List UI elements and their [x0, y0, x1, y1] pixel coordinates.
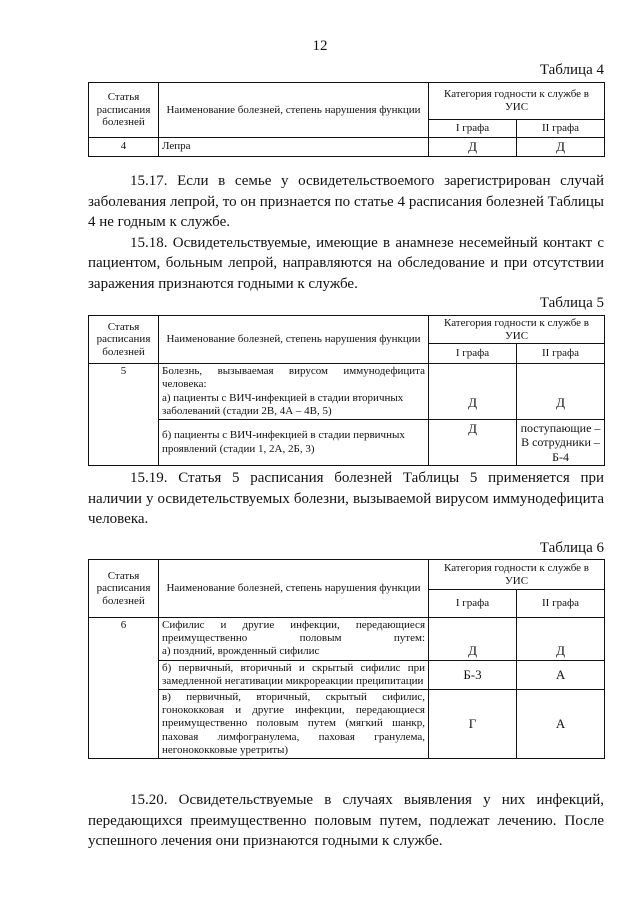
- header-category: Категория годности к службе в УИС: [429, 560, 605, 590]
- col2-cell: Д: [517, 138, 605, 157]
- paragraph-15-17: 15.17. Если в семье у освидетельствоемого зарегистрирован случай заболевания лепрой, то он признается по статье 4 расписания болезней Таблицы 4 не годным к службе.: [88, 173, 604, 230]
- paragraph-15-18: 15.18. Освидетельствуемые, имеющие в анамнезе несемейный контакт с пациентом, больным лепрой, направляются на обследование и при отсутствии заражения признаются годными к службе.: [88, 234, 604, 292]
- table4-caption: Таблица 4: [539, 62, 604, 78]
- header-col1: I графа: [429, 344, 517, 364]
- article-cell: 5: [89, 364, 159, 466]
- paragraphs-15-17-15-18: [88, 171, 604, 294]
- disease-cell: б) первичный, вторичный и скрытый сифилис при замедленной негативации микрореакции преципитации: [159, 660, 429, 689]
- col1-cell: Б-3: [429, 660, 517, 689]
- table-5: [88, 315, 605, 466]
- disease-intro: Сифилис и другие инфекции, передающиеся преимущественно половым путем:: [162, 619, 425, 645]
- table5-caption: Таблица 5: [539, 295, 604, 311]
- table-row: [89, 420, 605, 466]
- disease-cell: [159, 364, 429, 420]
- disease-intro: Болезнь, вызываемая вирусом иммунодефицита человека:: [162, 365, 425, 391]
- paragraph-15-20-block: [88, 790, 604, 852]
- header-article: Статья расписания болезней: [89, 316, 159, 364]
- table-row: [89, 364, 605, 420]
- col2-cell: Д: [517, 618, 605, 661]
- header-col2: II графа: [517, 344, 605, 364]
- col2-cell: А: [517, 660, 605, 689]
- col2-cell: А: [517, 689, 605, 758]
- disease-cell: Лепра: [159, 138, 429, 157]
- header-col1: I графа: [429, 590, 517, 618]
- disease-subitem: а) пациенты с ВИЧ-инфекцией в стадии вторичных заболеваний (стадии 2В, 4А – 4В, 5): [162, 391, 404, 417]
- paragraph-15-19: 15.19. Статья 5 расписания болезней Таблицы 5 применяется при наличии у освидетельствуемых болезни, вызываемой вирусом иммунодефицита человека.: [88, 470, 604, 527]
- header-article: Статья расписания болезней: [89, 83, 159, 138]
- table-row: [89, 618, 605, 661]
- header-category: Категория годности к службе в УИС: [429, 316, 605, 344]
- col1-cell: Д: [429, 138, 517, 157]
- table6-caption: Таблица 6: [539, 540, 604, 556]
- disease-cell: [159, 618, 429, 661]
- col2-cell: Д: [517, 364, 605, 420]
- col1-cell: Д: [429, 364, 517, 420]
- table-row: [89, 138, 605, 157]
- disease-cell: в) первичный, вторичный, скрытый сифилис, гонококковая и другие инфекции, передающиеся преимущественно половым путем (мягкий шанкр, паховая лимфогранулема, паховая гранулема, негонококковые уретриты): [159, 689, 429, 758]
- header-col2: II графа: [517, 120, 605, 138]
- header-disease-name: Наименование болезней, степень нарушения функции: [159, 316, 429, 364]
- table-row: [89, 689, 605, 758]
- col1-cell: Д: [429, 420, 517, 466]
- col2-cell: поступающие – В сотрудники – Б-4: [517, 420, 605, 466]
- table-4: [88, 82, 605, 157]
- header-article: Статья расписания болезней: [89, 560, 159, 618]
- disease-cell: б) пациенты с ВИЧ-инфекцией в стадии первичных проявлений (стадии 1, 2А, 2Б, 3): [159, 420, 429, 466]
- table-6: [88, 559, 605, 759]
- header-disease-name: Наименование болезней, степень нарушения функции: [159, 83, 429, 138]
- header-col1: I графа: [429, 120, 517, 138]
- col1-cell: Г: [429, 689, 517, 758]
- header-category: Категория годности к службе в УИС: [429, 83, 605, 120]
- col1-cell: Д: [429, 618, 517, 661]
- disease-subitem: а) поздний, врожденный сифилис: [162, 645, 320, 658]
- table-row: [89, 660, 605, 689]
- article-cell: 4: [89, 138, 159, 157]
- page-number: 12: [312, 38, 328, 54]
- article-cell: 6: [89, 618, 159, 759]
- paragraph-15-19-block: [88, 468, 604, 530]
- header-col2: II графа: [517, 590, 605, 618]
- header-disease-name: Наименование болезней, степень нарушения функции: [159, 560, 429, 618]
- paragraph-15-20: 15.20. Освидетельствуемые в случаях выявления у них инфекций, передающихся преимущественно половым путем, подлежат лечению. После успешного лечения они признаются годными к службе.: [88, 792, 604, 849]
